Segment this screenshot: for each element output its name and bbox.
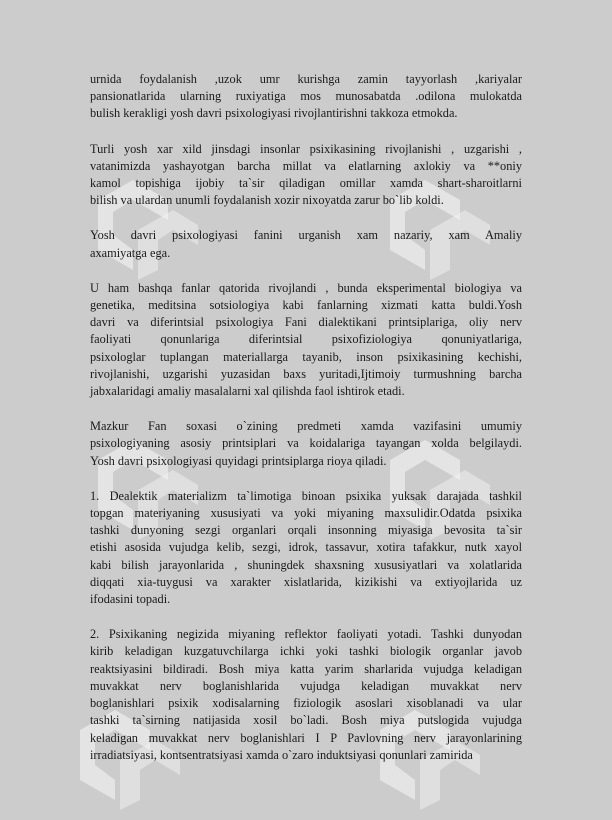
paragraph xyxy=(90,280,522,400)
paragraph xyxy=(90,488,522,608)
text-line: psixologlar tuplangan materiallarga tayanib, inson psixikasining kechishi, xyxy=(90,349,522,364)
text-line: kamol topishiga ijobiy ta`sir qiladigan omillar xamda shart-sharoitlarni xyxy=(90,176,522,191)
text-line: kabi bilish jarayonlarida , shuningdek shaxsning xususiyatlari va xolatlarida xyxy=(90,557,522,572)
document-body xyxy=(90,71,522,782)
text-line: muvakkat nerv boglanishlarida vujudga keladigan muvakkat nerv xyxy=(90,678,522,693)
paragraph xyxy=(90,71,522,123)
text-line: faoliyati qonunlariga diferintsial psixofiziologiya qonuniyatlariga, xyxy=(90,332,522,347)
paragraph xyxy=(90,626,522,764)
text-line: 1. Dealektik materializm ta`limotiga binoan psixika yuksak darajada tashkil xyxy=(90,488,522,503)
text-line: kirib keladigan kuzgatuvchilarga ichki yoki tashki biologik organlar javob xyxy=(90,644,522,659)
text-line: rivojlanishi, uzgarishi yuzasidan baxs yuritadi,Ijtimoiy turmushning barcha xyxy=(90,366,522,381)
text-line: irradiatsiyasi, kontsentratsiyasi xamda o`zaro induktsiyasi qonunlari zamirida xyxy=(90,747,473,762)
text-line: davri va diferintsial psixologiya Fani dialektikani printsiplariga, oliy nerv xyxy=(90,315,522,330)
text-line: tashki ta`sirning natijasida xosil bo`ladi. Bosh miya putslogida vujudga xyxy=(90,713,522,728)
text-line: genetika, meditsina sotsiologiya kabi fanlarning xizmati katta buldi.Yosh xyxy=(90,298,522,313)
text-line: urnida foydalanish ,uzok umr kurishga zamin tayyorlash ,kariyalar xyxy=(90,72,522,86)
text-line: pansionatlarida ularning ruxiyatiga mos munosabatda .odilona mulokatda xyxy=(90,89,522,104)
text-line: Yosh davri psixologiyasi quyidagi printsiplarga rioya qiladi. xyxy=(90,453,387,468)
text-line: Turli yosh xar xild jinsdagi insonlar psixikasining rivojlanishi , uzgarishi , xyxy=(90,141,522,156)
text-line: psixologiyaning asosiy printsiplari va koidalariga tayangan xolda belgilaydi. xyxy=(90,436,522,451)
text-line: diqqati xia-tuygusi va xarakter xislatlarida, kizikishi va extiyojlarida uz xyxy=(90,574,522,589)
text-line: ifodasini topadi. xyxy=(90,592,171,607)
text-line: topgan materiyaning xususiyati va yoki miyaning maxsulidir.Odatda psixika xyxy=(90,506,522,521)
paragraph xyxy=(90,141,522,210)
text-line: reaktsiyasini bildiradi. Bosh miya katta yarim sharlarida vujudga keladigan xyxy=(90,661,522,676)
text-line: 2. Psixikaning negizida miyaning reflektor faoliyati yotadi. Tashki dunyodan xyxy=(90,627,522,642)
text-line: bilish va ulardan unumli foydalanish xozir nixoyatda zarur bo`lib koldi. xyxy=(90,193,444,208)
text-line: axamiyatga ega. xyxy=(90,245,171,260)
text-line: Mazkur Fan soxasi o`zining predmeti xamda vazifasini umumiy xyxy=(90,419,522,434)
paragraph xyxy=(90,227,522,261)
text-line: U ham bashqa fanlar qatorida rivojlandi , bunda eksperimental biologiya va xyxy=(90,280,522,295)
text-line: bulish kerakligi yosh davri psixologiyasi rivojlantirishni takkoza etmokda. xyxy=(90,106,458,121)
paragraph xyxy=(90,418,522,470)
text-line: boglanishlari psixik xodisalarning fiziologik asoslari xisoblanadi va ular xyxy=(90,696,522,711)
text-line: etishi asosida vujudga kelib, sezgi, idrok, tassavur, xotira tafakkur, nutk xayol xyxy=(90,540,522,555)
text-line: Yosh davri psixologiyasi fanini urganish xam nazariy, xam Amaliy xyxy=(90,228,522,243)
text-line: jabxalaridagi amaliy masalalarni xal qilishda faol ishtirok etadi. xyxy=(90,384,405,399)
text-line: keladigan muvakkat nerv boglanishlari I P Pavlovning nerv jarayonlarining xyxy=(90,730,522,745)
text-line: vatanimizda yashayotgan barcha millat va elatlarning axlokiy va **oniy xyxy=(90,158,522,173)
text-line: tashki dunyoning sezgi organlari orqali insonning miyasiga bevosita ta`sir xyxy=(90,523,522,538)
